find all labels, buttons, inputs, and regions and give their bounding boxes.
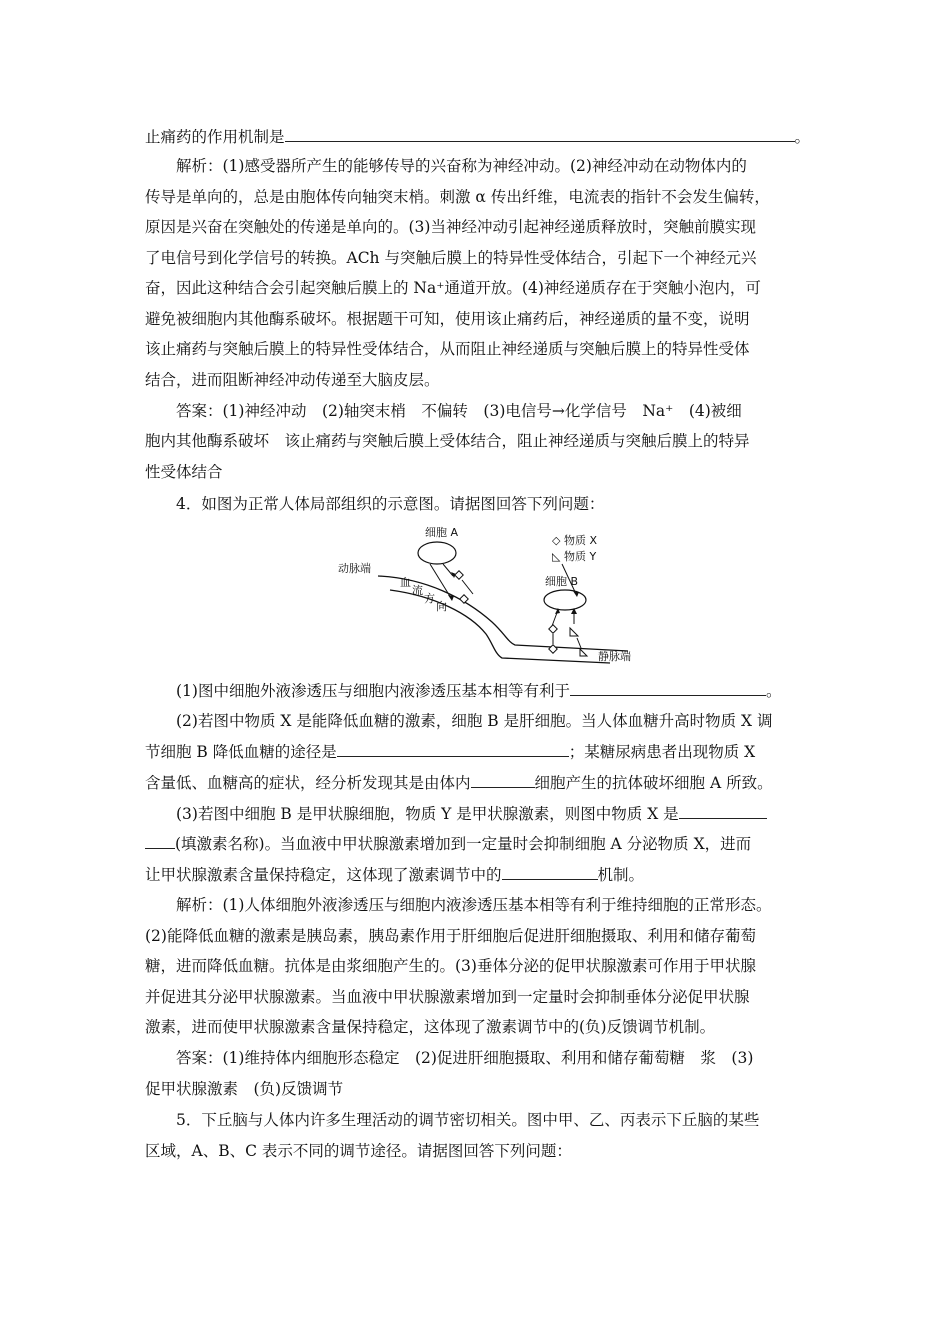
answer-line: 答案：(1)神经冲动 (2)轴突末梢 不偏转 (3)电信号→化学信号 Na⁺ (4)被细 <box>176 402 742 420</box>
text-line: 传导是单向的，总是由胞体传向轴突末梢。刺激 α 传出纤维，电流表的指针不会发生偏转， <box>145 188 770 206</box>
analysis-line: 激素，进而使甲状腺激素含量保持稳定，这体现了激素调节中的(负)反馈调节机制。 <box>145 1018 716 1036</box>
question-title: 5．下丘脑与人体内许多生理活动的调节密切相关。图中甲、乙、丙表示下丘脑的某些 <box>176 1111 760 1129</box>
flow-direction-label: 向 <box>436 600 447 613</box>
text-line: 原因是兴奋在突触处的传递是单向的。(3)当神经冲动引起神经递质释放时，突触前膜实现 <box>145 218 756 236</box>
text-line: 止痛药的作用机制是 。 <box>145 128 811 146</box>
flow-direction-label: 流 <box>412 584 423 597</box>
text-line: 奋，因此这种结合会引起突触后膜上的 Na⁺通道开放。(4)神经递质存在于突触小泡内，可 <box>145 279 761 297</box>
analysis-line: 并促进其分泌甲状腺激素。当血液中甲状腺激素增加到一定量时会抑制垂体分泌促甲状腺 <box>145 988 750 1006</box>
answer-line: 答案：(1)维持体内细胞形态稳定 (2)促进肝细胞摄取、利用和储存葡萄糖 浆 (3) <box>176 1049 754 1067</box>
substance-x-mark <box>549 645 557 653</box>
analysis-line: 解析：(1)人体细胞外液渗透压与细胞内液渗透压基本相等有利于维持细胞的正常形态。 <box>176 896 772 914</box>
substance-y-mark <box>580 649 587 656</box>
flow-direction-label: 血 <box>400 576 411 589</box>
artery-end-label: 动脉端 <box>338 562 371 575</box>
question-line: (填激素名称)。当血液中甲状腺激素增加到一定量时会抑制细胞 A 分泌物质 X，进而 <box>145 833 751 854</box>
question-line: (3)若图中细胞 B 是甲状腺细胞，物质 Y 是甲状腺激素，则图中物质 X 是 <box>176 803 767 824</box>
question-line: 节细胞 B 降低血糖的途径是 ；某糖尿病患者出现物质 X <box>145 743 756 761</box>
substance-y-mark <box>570 628 578 636</box>
question-line: (2)若图中物质 X 是能降低血糖的激素，细胞 B 是肝细胞。当人体血糖升高时物质 X 调 <box>176 712 773 730</box>
cell-b-shape <box>544 590 586 610</box>
question-line: 含量低、血糖高的症状，经分析发现其是由体内 细胞产生的抗体破坏细胞 A 所致。 <box>145 774 773 792</box>
tissue-diagram <box>330 522 650 667</box>
cell-a-label: 细胞 A <box>425 526 459 539</box>
text-line: 该止痛药与突触后膜上的特异性受体结合，从而阻止神经递质与突触后膜上的特异性受体 <box>145 340 750 358</box>
text-line: 了电信号到化学信号的转换。ACh 与突触后膜上的特异性受体结合，引起下一个神经元兴 <box>145 249 757 267</box>
question-line: (1)图中细胞外液渗透压与细胞内液渗透压基本相等有利于 。 <box>176 682 782 700</box>
answer-blank[interactable] <box>570 680 766 696</box>
text-line: 避免被细胞内其他酶系破坏。根据题干可知，使用该止痛药后，神经递质的量不变，说明 <box>145 310 750 328</box>
legend-substance-x: ◇ 物质 X <box>552 534 597 547</box>
cell-b-label: 细胞 B <box>545 575 579 588</box>
analysis-line: 糖，进而降低血糖。抗体是由浆细胞产生的。(3)垂体分泌的促甲状腺激素可作用于甲状腺 <box>145 957 756 975</box>
substance-x-mark <box>549 625 557 633</box>
answer-blank[interactable] <box>502 864 598 880</box>
answer-line: 性受体结合 <box>145 463 223 481</box>
vessel-lower-wall <box>390 590 610 663</box>
text-line: 解析：(1)感受器所产生的能够传导的兴奋称为神经冲动。(2)神经冲动在动物体内的 <box>176 157 747 175</box>
substance-x-mark <box>455 571 463 579</box>
legend-substance-y: ◺ 物质 Y <box>552 550 597 563</box>
analysis-line: (2)能降低血糖的激素是胰岛素，胰岛素作用于肝细胞后促进肝细胞摄取、利用和储存葡萄 <box>145 927 756 945</box>
answer-blank[interactable] <box>337 741 569 757</box>
vein-end-label: 静脉端 <box>598 650 631 663</box>
question-line: 区域，A、B、C 表示不同的调节途径。请据图回答下列问题： <box>145 1142 572 1160</box>
answer-blank[interactable] <box>471 772 535 788</box>
cell-a-shape <box>418 542 456 564</box>
answer-blank[interactable] <box>285 126 795 142</box>
answer-line: 促甲状腺激素 (负)反馈调节 <box>145 1080 344 1098</box>
substance-x-mark <box>460 595 468 603</box>
answer-blank[interactable] <box>145 833 175 849</box>
answer-line: 胞内其他酶系破坏 该止痛药与突触后膜上受体结合，阻止神经递质与突触后膜上的特异 <box>145 432 750 450</box>
question-title: 4．如图为正常人体局部组织的示意图。请据图回答下列问题： <box>176 495 605 513</box>
answer-blank[interactable] <box>679 803 767 819</box>
question-line: 让甲状腺激素含量保持稳定，这体现了激素调节中的 机制。 <box>145 866 645 884</box>
flow-direction-label: 方 <box>424 592 435 605</box>
text-line: 结合，进而阻断神经冲动传递至大脑皮层。 <box>145 371 440 389</box>
